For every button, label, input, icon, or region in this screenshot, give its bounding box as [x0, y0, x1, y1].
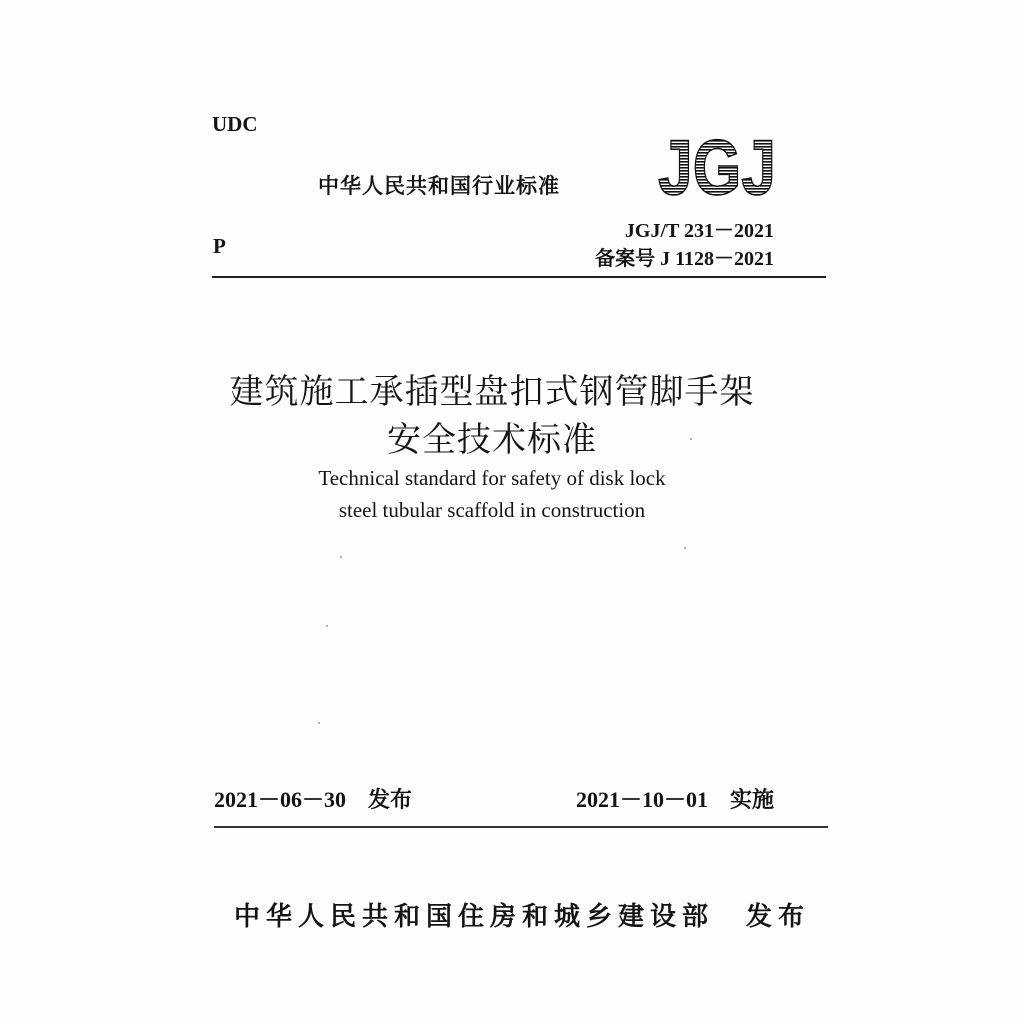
scan-speck	[326, 625, 328, 627]
bottom-divider	[214, 826, 828, 828]
scan-speck	[340, 556, 342, 558]
jgj-logo	[657, 123, 777, 211]
standard-code: JGJ/T 231－2021	[624, 220, 774, 242]
title-english-line-2: steel tubular scaffold in construction	[338, 498, 646, 522]
title-english-line-1: Technical standard for safety of disk lock	[318, 466, 666, 490]
record-number: 备案号 J 1128－2021	[595, 248, 774, 270]
scan-speck	[690, 438, 692, 440]
issue-date: 2021－06－30 发布	[214, 787, 413, 812]
publisher-line: 中华人民共和国住房和城乡建设部 发布	[234, 902, 811, 932]
standard-type-heading: 中华人民共和国行业标准	[318, 174, 560, 198]
implementation-date: 2021－10－01 实施	[576, 787, 775, 812]
scan-speck	[318, 722, 320, 724]
scan-speck	[684, 547, 686, 549]
title-chinese-line-1: 建筑施工承插型盘扣式钢管脚手架	[229, 374, 755, 411]
classification-letter: P	[213, 234, 226, 258]
title-chinese-line-2: 安全技术标准	[387, 422, 597, 459]
top-divider	[212, 276, 826, 278]
jgj-logo-text: JGJ	[658, 123, 776, 211]
udc-label: UDC	[212, 112, 258, 136]
